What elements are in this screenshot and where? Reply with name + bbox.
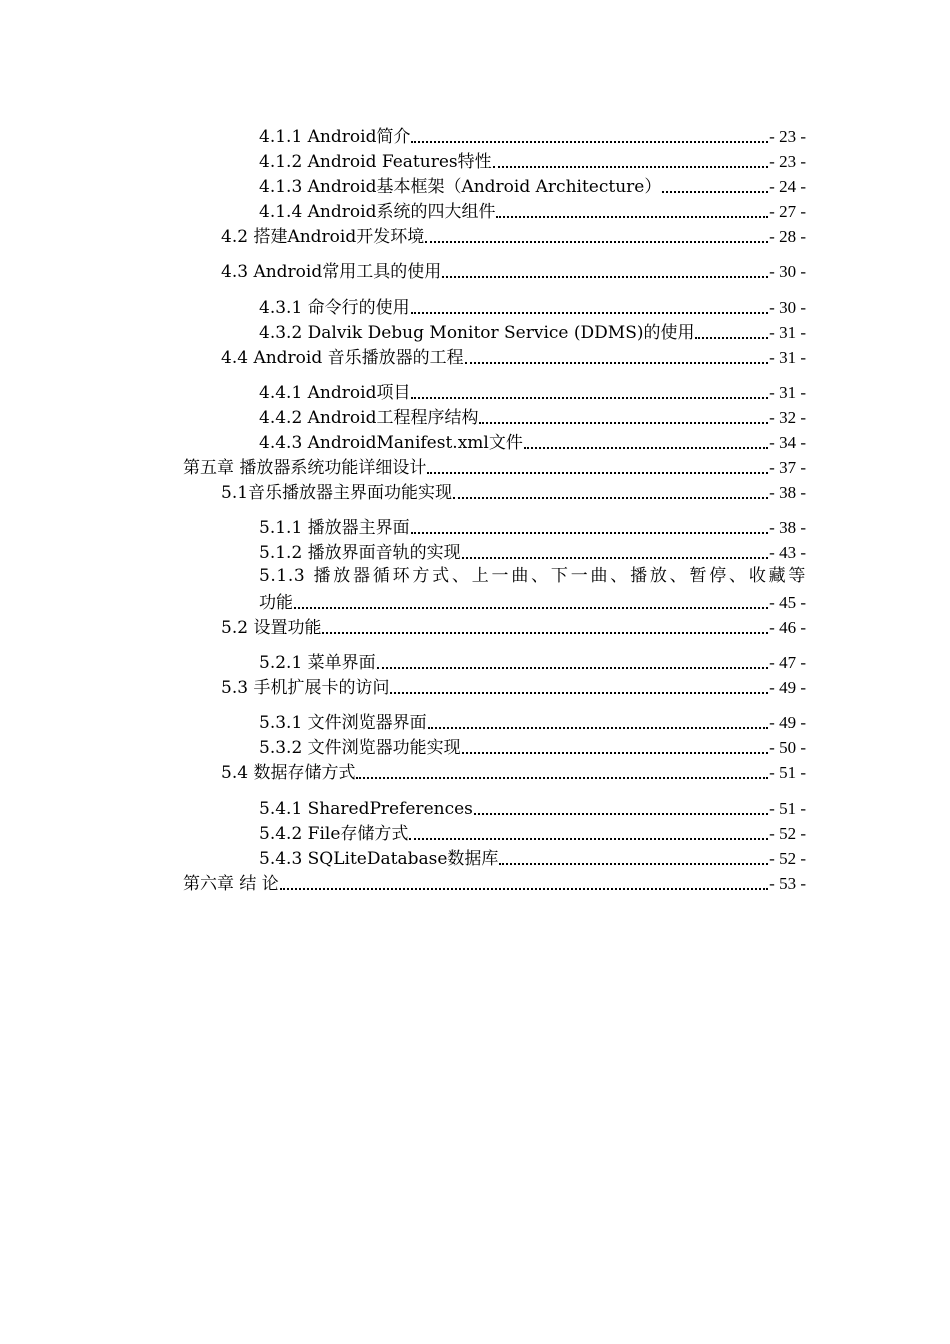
toc-entry-page: - 31 - [769,383,806,402]
toc-entry-title: 5.1.3 播放器循环方式、上一曲、下一曲、播放、暂停、收藏等 [259,566,806,586]
toc-entry[interactable] [221,259,806,283]
toc-entry-title: 4.1.2 Android Features特性 [259,152,492,172]
toc-entry-page: - 23 - [769,127,806,146]
toc-entry-page: - 24 - [769,177,806,196]
toc-entry[interactable] [259,590,806,614]
toc-entry-page: - 43 - [769,543,806,562]
toc-entry-page: - 45 - [769,593,806,612]
toc-leader-dots [465,362,769,364]
toc-leader-dots [280,888,768,890]
toc-entry-page: - 51 - [769,763,806,782]
toc-leader-dots [294,607,768,609]
toc-leader-dots [695,337,768,339]
toc-entry-page: - 49 - [769,678,806,697]
toc-entry[interactable] [259,295,806,319]
toc-entry[interactable] [259,735,806,759]
toc-entry-page: - 51 - [769,799,806,818]
toc-leader-dots [524,447,768,449]
toc-entry[interactable] [259,650,806,674]
toc-entry[interactable] [259,540,806,564]
toc-entry-title: 4.1.4 Android系统的四大组件 [259,202,496,222]
toc-entry-page: - 31 - [769,323,806,342]
toc-entry-page: - 34 - [769,433,806,452]
toc-entry-title: 5.2 设置功能 [221,618,322,638]
toc-entry-title: 5.4.3 SQLiteDatabase数据库 [259,849,499,869]
toc-entry[interactable] [259,174,806,198]
toc-entry[interactable] [259,821,806,845]
toc-leader-dots [462,557,769,559]
toc-entry-page: - 23 - [769,152,806,171]
toc-entry-title: 4.1.3 Android基本框架（Android Architecture） [259,177,662,197]
toc-entry-title: 5.4.1 SharedPreferences [259,799,473,819]
toc-entry-title: 4.4.3 AndroidManifest.xml文件 [259,433,523,453]
toc-entry[interactable] [221,480,806,504]
toc-entry[interactable] [259,515,806,539]
toc-chapter-entry[interactable] [183,455,806,479]
toc-entry-page: - 38 - [769,518,806,537]
toc-leader-dots [428,727,769,729]
toc-entry-page: - 30 - [769,298,806,317]
toc-entry-page: - 52 - [769,849,806,868]
toc-leader-dots [479,422,768,424]
toc-leader-dots [662,191,768,193]
toc-entry[interactable] [259,430,806,454]
toc-entry[interactable] [259,380,806,404]
toc-leader-dots [390,692,768,694]
toc-entry[interactable] [259,320,806,344]
toc-entry-title: 4.1.1 Android简介 [259,127,411,147]
toc-entry[interactable] [259,846,806,870]
toc-entry-page: - 50 - [769,738,806,757]
toc-entry-title: 5.1.2 播放界面音轨的实现 [259,543,461,563]
toc-entry-title: 第六章 结 论 [183,874,279,894]
toc-entry-title: 第五章 播放器系统功能详细设计 [183,458,427,478]
toc-leader-dots [411,141,768,143]
toc-leader-dots [499,863,768,865]
toc-entry-title: 5.3.2 文件浏览器功能实现 [259,738,461,758]
toc-entry-page: - 49 - [769,713,806,732]
toc-entry-title: 5.3 手机扩展卡的访问 [221,678,390,698]
toc-entry-page: - 46 - [769,618,806,637]
toc-entry-title: 5.1音乐播放器主界面功能实现 [221,483,453,503]
toc-entry[interactable] [259,149,806,173]
toc-entry-title: 4.3 Android常用工具的使用 [221,262,442,282]
toc-leader-dots [453,497,768,499]
toc-leader-dots [411,397,768,399]
toc-leader-dots [356,777,768,779]
toc-entry[interactable] [221,615,806,639]
toc-entry-title: 5.2.1 菜单界面 [259,653,376,673]
toc-entry-page: - 52 - [769,824,806,843]
toc-chapter-entry[interactable] [183,871,806,895]
toc-entry-title: 4.4.2 Android工程程序结构 [259,408,479,428]
toc-entry-title: 功能 [259,593,293,613]
toc-entry[interactable] [221,224,806,248]
toc-leader-dots [322,632,768,634]
toc-leader-dots [377,667,769,669]
toc-entry-title: 4.4.1 Android项目 [259,383,411,403]
toc-entry-title: 5.3.1 文件浏览器界面 [259,713,427,733]
toc-entry[interactable] [221,675,806,699]
toc-entry-title: 4.4 Android 音乐播放器的工程 [221,348,464,368]
toc-leader-dots [425,241,768,243]
toc-entry[interactable] [259,124,806,148]
toc-leader-dots [427,472,768,474]
toc-entry-page: - 38 - [769,483,806,502]
toc-entry[interactable] [259,405,806,429]
toc-entry-title: 4.3.1 命令行的使用 [259,298,410,318]
toc-leader-dots [411,312,769,314]
toc-leader-dots [462,752,769,754]
toc-entry-title: 4.3.2 Dalvik Debug Monitor Service (DDMS)的使用 [259,323,695,343]
toc-leader-dots [411,532,769,534]
toc-entry-page: - 37 - [769,458,806,477]
toc-entry[interactable] [259,710,806,734]
toc-wrapped-title-line[interactable] [259,565,806,587]
toc-leader-dots [474,813,768,815]
toc-entry[interactable] [259,199,806,223]
toc-entry-page: - 30 - [769,262,806,281]
toc-entry[interactable] [259,796,806,820]
toc-entry-page: - 28 - [769,227,806,246]
toc-entry[interactable] [221,760,806,784]
toc-leader-dots [442,276,768,278]
toc-entry-title: 4.2 搭建Android开发环境 [221,227,425,247]
toc-entry-title: 5.4 数据存储方式 [221,763,356,783]
toc-entry-page: - 32 - [769,408,806,427]
toc-entry-page: - 47 - [769,653,806,672]
toc-entry-title: 5.4.2 File存储方式 [259,824,409,844]
toc-entry[interactable] [221,345,806,369]
toc-entry-title: 5.1.1 播放器主界面 [259,518,410,538]
toc-leader-dots [496,216,768,218]
toc-entry-page: - 31 - [769,348,806,367]
toc-entry-page: - 53 - [769,874,806,893]
toc-leader-dots [409,838,768,840]
toc-leader-dots [493,166,769,168]
toc-entry-page: - 27 - [769,202,806,221]
